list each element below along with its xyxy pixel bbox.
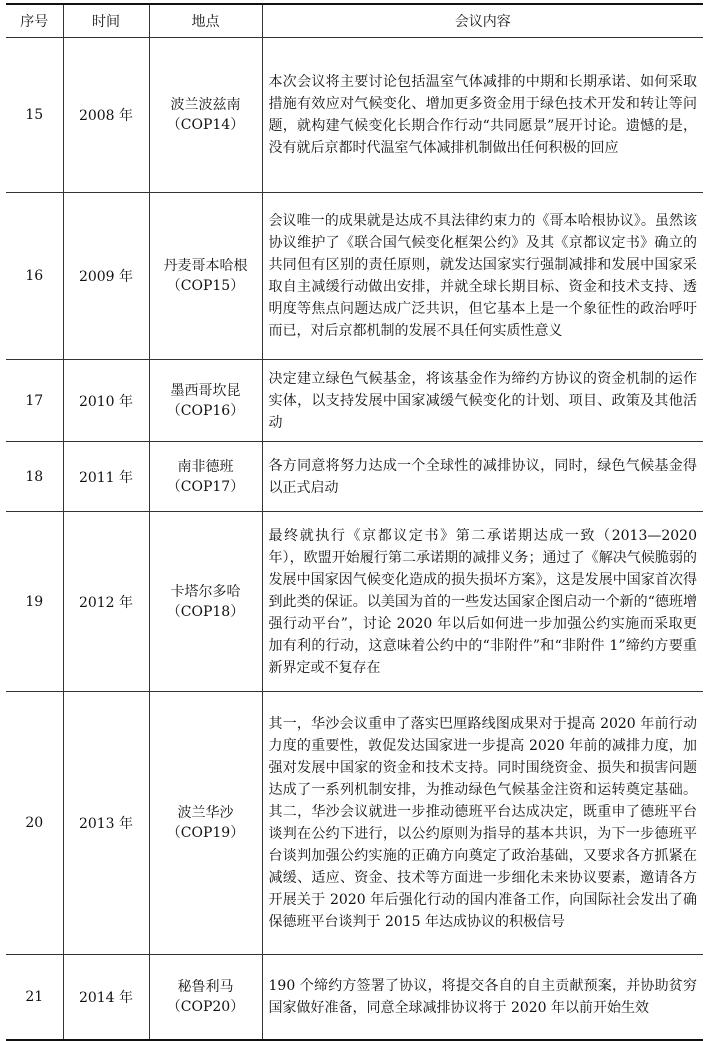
table-row: [6, 442, 703, 512]
row-number: 17: [6, 360, 63, 442]
location-code: （COP17）: [166, 478, 245, 495]
row-time: 2011 年: [63, 442, 149, 512]
row-number: 16: [6, 193, 63, 360]
location-name: 南非德班: [177, 458, 234, 475]
row-content: 会议唯一的成果就是达成不具法律约束力的《哥本哈根协议》。虽然该协议维护了《联合国气候变化框架公约》及其《京都议定书》确立的共同但有区别的责任原则，就发达国家实行强制减排和发展中国家采取自主减缓行动做出安排，并就全球长期目标、资金和技术支持、透明度等焦点问题达成广泛共识，但它基本上是一个象征性的政治呼吁而已，对后京都机制的发展不具任何实质性意义: [262, 193, 703, 360]
table-row: [6, 360, 703, 442]
row-location: [149, 512, 262, 692]
header-number: 序号: [6, 4, 63, 38]
row-time: 2014 年: [63, 955, 149, 1040]
table-row: [6, 512, 703, 692]
header-location: 地点: [149, 4, 262, 38]
row-content: 决定建立绿色气候基金，将该基金作为缔约方协议的资金机制的运作实体，以支持发展中国家减缓气候变化的计划、项目、政策及其他活动: [262, 360, 703, 442]
row-number: 20: [6, 692, 63, 955]
row-content: 其一，华沙会议重申了落实巴厘路线图成果对于提高 2020 年前行动力度的重要性，敦促发达国家进一步提高 2020 年前的减排力度，加强对发展中国家的资金和技术支持。同时围绕资金、损失和损害问题达成了一系列机制安排，为推动绿色气候基金注资和运转奠定基础。其二，华沙会议就进一步推动德班平台达成决定，既重申了德班平台谈判在公约下进行，以公约原则为指导的基本共识，为下一步德班平台谈判加强公约实施的正确方向奠定了政治基础，又要求各方抓紧在减缓、适应、资金、技术等方面进一步细化未来协议要素，邀请各方开展关于 2020 年后强化行动的国内准备工作，向国际社会发出了确保德班平台谈判于 2015 年达成协议的积极信号: [262, 692, 703, 955]
location-name: 波兰华沙: [177, 805, 234, 821]
row-number: 15: [6, 38, 63, 193]
row-location: [149, 692, 262, 955]
row-time: 2012 年: [63, 512, 149, 692]
row-content: 最终就执行《京都议定书》第二承诺期达成一致（2013—2020 年），欧盟开始履行第二承诺期的减排义务；通过了《解决气候脆弱的发展中国家因气候变化造成的损失损坏方案》，这是发展中国家首次得到此类的保证。以美国为首的一些发达国家企图启动一个新的“德班增强行动平台”，讨论 2020 年以后如何进一步加强公约实施而采取更加有利的行动，这意味着公约中的“非附件”和“非附件 1”缔约方要重新界定或不复存在: [262, 512, 703, 692]
location-name: 丹麦哥本哈根: [163, 258, 248, 274]
row-time: 2010 年: [63, 360, 149, 442]
row-number: 18: [6, 442, 63, 512]
row-location: [149, 360, 262, 442]
location-code: （COP16）: [166, 402, 245, 419]
location-name: 秘鲁利马: [177, 978, 234, 995]
table-row: [6, 38, 703, 193]
table-row: [6, 193, 703, 360]
location-name: 墨西哥坎昆: [170, 382, 241, 399]
table-row: [6, 955, 703, 1040]
row-location: [149, 955, 262, 1040]
table-row: [6, 692, 703, 955]
row-location: [149, 442, 262, 512]
cop-meetings-table: [6, 3, 703, 1041]
row-time: 2008 年: [63, 38, 149, 193]
row-content: 各方同意将努力达成一个全球性的减排协议，同时，绿色气候基金得以正式启动: [262, 442, 703, 512]
header-content: 会议内容: [262, 4, 703, 38]
location-name: 卡塔尔多哈: [170, 583, 241, 600]
row-number: 21: [6, 955, 63, 1040]
row-location: [149, 38, 262, 193]
location-name: 波兰波兹南: [170, 97, 241, 113]
row-number: 19: [6, 512, 63, 692]
header-time: 时间: [63, 4, 149, 38]
location-code: （COP19）: [166, 825, 245, 841]
row-content: 190 个缔约方签署了协议，将提交各自的自主贡献预案，并协助贫穷国家做好准备，同意全球减排协议将于 2020 年以前开始生效: [262, 955, 703, 1040]
location-code: （COP20）: [166, 998, 245, 1015]
header-row: [6, 4, 703, 38]
location-code: （COP14）: [166, 117, 245, 133]
row-location: [149, 193, 262, 360]
location-code: （COP18）: [166, 603, 245, 620]
row-time: 2013 年: [63, 692, 149, 955]
row-time: 2009 年: [63, 193, 149, 360]
row-content: 本次会议将主要讨论包括温室气体减排的中期和长期承诺、如何采取措施有效应对气候变化、增加更多资金用于绿色技术开发和转让等问题，就构建气候变化长期合作行动“共同愿景”展开讨论。遗憾的是，没有就后京都时代温室气体减排机制做出任何积极的回应: [262, 38, 703, 193]
location-code: （COP15）: [166, 278, 245, 294]
